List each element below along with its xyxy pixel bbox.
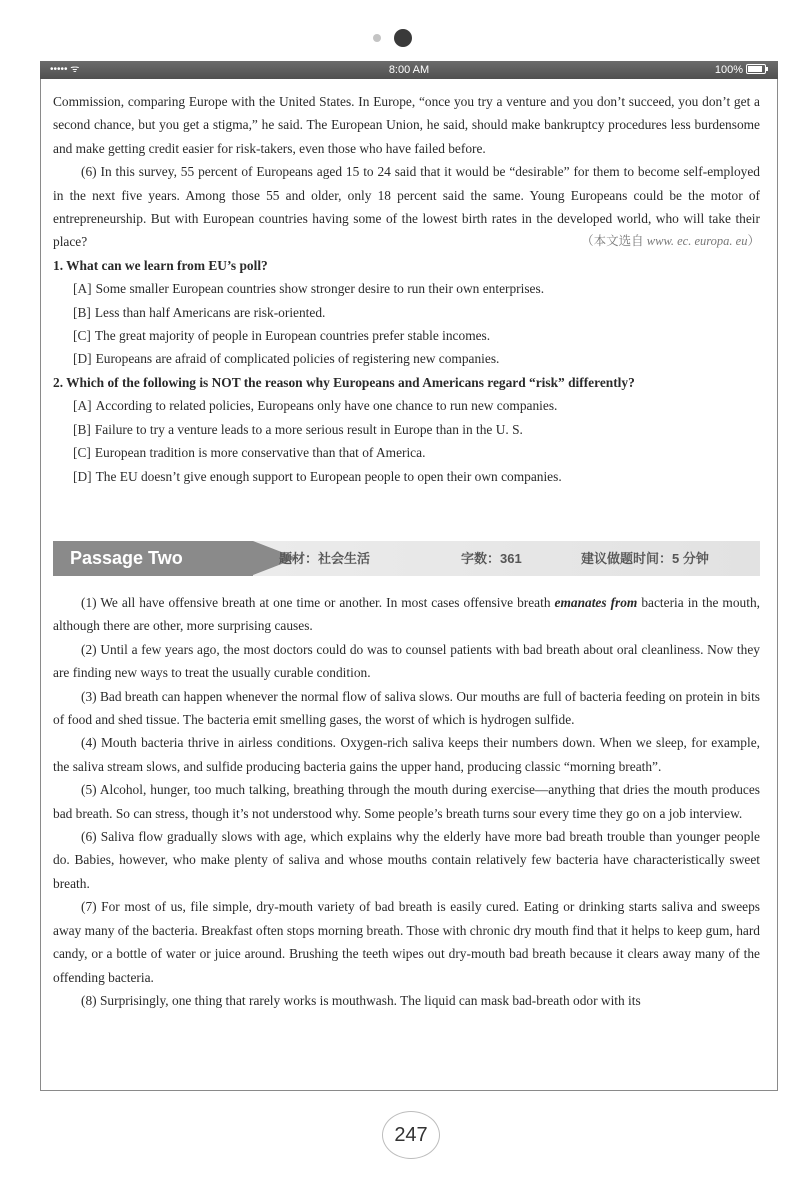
option-letter: [A] [73, 281, 92, 297]
question-text: What can we learn from EU’s poll? [66, 257, 268, 273]
question-1-option-d[interactable] [73, 347, 760, 370]
passage-two-header [53, 541, 760, 576]
passage-two-title: Passage Two [53, 541, 253, 576]
source-url: www. ec. europa. eu [646, 234, 748, 249]
page-dot-active [394, 29, 412, 47]
signal-wifi-icon: ••••• ᯤ [50, 64, 80, 75]
passage-two-paragraph-7: (7) For most of us, file simple, dry-mouth variety of bad breath is easily cured. Eating or drinking starts saliva and sweeps away many of the bacteria. Breakfast often stops morning breath. Those with chronic dry mouth find that it helps to keep gum, hard candy, or a bottle of water or juice around. Brushing the teeth wipes out dry-mouth bad breath because it clears away many of the offending bacteria. [53, 899, 760, 985]
option-letter: [B] [73, 304, 91, 320]
question-number: 1. [53, 257, 64, 273]
option-letter: [A] [73, 398, 92, 414]
question-2 [53, 371, 760, 394]
option-text: According to related policies, Europeans only have one chance to run new companies. [95, 398, 558, 414]
question-1-option-b[interactable] [73, 301, 760, 324]
option-text: Some smaller European countries show stronger desire to run their own enterprises. [95, 281, 545, 297]
passage-two-paragraph-6: (6) Saliva flow gradually slows with age, which explains why the elderly have more bad breath trouble than younger people do. Babies, however, who make plenty of saliva and whose mouths contain relatively few bacteria have characteristically sweet breath. [53, 829, 760, 891]
passage-two-paragraph-1 [53, 591, 760, 638]
question-1-option-c[interactable] [73, 324, 760, 347]
status-time: 8:00 AM [388, 64, 430, 76]
option-letter: [C] [73, 445, 91, 461]
status-bar [40, 61, 778, 79]
emphasized-phrase: emanates from [554, 595, 638, 610]
passage-topic: 题材：社会生活 [279, 551, 371, 566]
option-text: European tradition is more conservative than that of America. [94, 445, 426, 461]
battery-indicator [715, 61, 766, 79]
option-letter: [D] [73, 468, 92, 484]
passage-two-paragraph-5: (5) Alcohol, hunger, too much talking, breathing through the mouth during exercise—anything that dries the mouth produces bad breath. So can stress, though it’s not understood why. Some people’s breath turns sour every time they go on a job interview. [53, 782, 760, 821]
page-dot-inactive [373, 34, 381, 42]
battery-percent: 100% [714, 64, 743, 76]
question-2-option-d[interactable] [73, 465, 760, 488]
question-2-option-c[interactable] [73, 441, 760, 464]
paragraph-6-text: (6) In this survey, 55 percent of Europeans aged 15 to 24 said that it would be “desirable” for them to become self-employed in the next five years. Among those 55 and older, only 18 percent said the same. Young Europeans could be the motor of entrepreneurship. But with European countries having some of the lowest birth rates in the developed world, who will take their place? [53, 164, 760, 250]
paragraph-text: (1) We all have offensive breath at one time or another. In most cases offensive breath [81, 595, 555, 610]
passage-suggested-time: 建议做题时间：5 分钟 [581, 551, 709, 566]
question-text: Which of the following is NOT the reason why Europeans and Americans regard “risk” differently? [66, 374, 635, 390]
option-text: Europeans are afraid of complicated policies of registering new companies. [95, 351, 500, 367]
page-indicator-dots [0, 29, 800, 49]
battery-icon [746, 64, 766, 74]
question-2-option-b[interactable] [73, 418, 760, 441]
option-text: Less than half Americans are risk-oriented. [94, 304, 326, 320]
passage-two-paragraph-2: (2) Until a few years ago, the most doctors could do was to counsel patients with bad breath about oral cleanliness. Now they are finding new ways to treat the usually curable condition. [53, 641, 760, 681]
option-text: Failure to try a venture leads to a more serious result in Europe than in the U. S. [94, 421, 523, 437]
option-text: The EU doesn’t give enough support to European people to open their own companies. [95, 468, 562, 484]
question-2-option-a[interactable] [73, 394, 760, 417]
passage-two-paragraph-4: (4) Mouth bacteria thrive in airless conditions. Oxygen-rich saliva keeps their numbers down. When we sleep, for example, the saliva stream slows, and sulfide producing bacteria gains the upper hand, producing classic “morning breath”. [53, 735, 760, 774]
passage-two-content [53, 591, 760, 1012]
option-letter: [C] [73, 328, 91, 344]
passage-two-paragraph-8: (8) Surprisingly, one thing that rarely works is mouthwash. The liquid can mask bad-breath odor with its [81, 992, 641, 1008]
passage-one-paragraph-continued: Commission, comparing Europe with the United States. In Europe, “once you try a venture and you don’t succeed, you don’t get a second chance, but you get a stigma,” he said. The European Union, he said, should make bankruptcy procedures less burdensome and make getting credit easier for risk-takers, even those who have failed before. [53, 94, 760, 156]
paragraph-text: bacteria in the mouth, although there are other, more surprising causes. [53, 595, 761, 634]
source-suffix: ） [747, 234, 760, 249]
passage-one-content [53, 90, 760, 488]
question-number: 2. [53, 374, 64, 390]
passage-two-paragraph-3: (3) Bad breath can happen whenever the normal flow of saliva slows. Our mouths are full of bacteria feeding on protein in bits of food and shed tissue. The bacteria emit smelling gases, the worst of which is hydrogen sulfide. [53, 688, 760, 728]
source-prefix: （本文选自 [581, 234, 647, 249]
option-letter: [B] [73, 421, 91, 437]
question-1 [53, 254, 760, 277]
option-text: The great majority of people in European countries prefer stable incomes. [94, 328, 491, 344]
source-citation [553, 230, 760, 253]
page-number: 247 [382, 1111, 440, 1159]
passage-one-paragraph-6 [53, 160, 760, 254]
option-letter: [D] [73, 351, 92, 367]
passage-word-count: 字数：361 [461, 551, 522, 566]
question-1-option-a[interactable] [73, 277, 760, 300]
